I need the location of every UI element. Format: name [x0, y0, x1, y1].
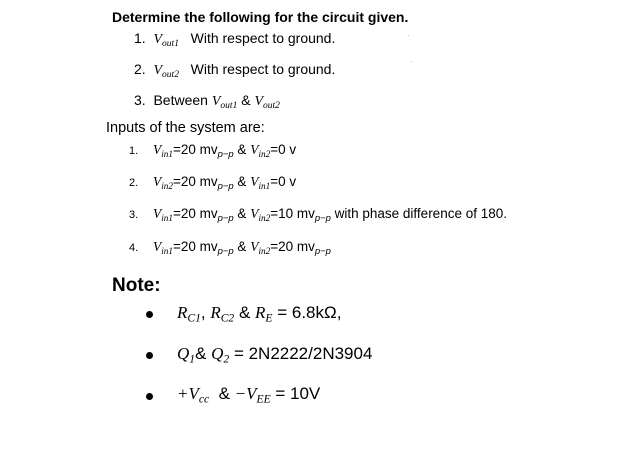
vin-symbol: $V_{in1}$ — [250, 174, 271, 191]
input-value: =20 $mv_{p-p}$ — [172, 239, 234, 258]
vout1-symbol: $V_{out1}$ — [153, 32, 179, 50]
input-number: 2. — [129, 177, 139, 189]
transistor-value: = 2N2222/2N3904 — [233, 344, 373, 363]
bullet-icon — [146, 311, 153, 318]
question-2 — [134, 61, 336, 81]
ampersand: & — [195, 344, 207, 363]
input-case-3 — [129, 207, 507, 223]
vin-symbol: $V_{in1}$ — [153, 239, 173, 256]
input-case-1 — [129, 143, 296, 159]
ampersand: & — [237, 206, 247, 221]
ampersand: & — [237, 239, 247, 254]
vout2-symbol: $V_{out2}$ — [153, 63, 179, 81]
vin-symbol: $V_{in2}$ — [153, 174, 173, 191]
note-heading: Note: — [112, 275, 161, 296]
input-value: =20 $mv_{p-p}$ — [270, 239, 331, 258]
input-value: =20 $mv_{p-p}$ — [172, 174, 234, 193]
note-resistors: $R_{C1}$, $R_{C2}$ & $R_E = 6.8k\Omega$, — [177, 303, 342, 325]
ampersand: & — [218, 384, 230, 403]
note-transistors — [177, 344, 373, 366]
vin-symbol: $V_{in1}$ — [153, 142, 173, 159]
note-supply — [177, 384, 321, 406]
input-number: 1. — [129, 145, 139, 157]
rc2-symbol: $R_{C2}$ — [210, 303, 235, 325]
input-value: =0 v — [270, 142, 297, 157]
input-case-4 — [129, 240, 331, 256]
vin-symbol: $V_{in2}$ — [250, 206, 271, 223]
input-value: =20 $mv_{p-p}$ — [172, 142, 234, 161]
q2-symbol: $Q_2$ — [211, 344, 230, 366]
input-value: =10 $mv_{p-p}$ — [270, 206, 331, 225]
rc1-symbol: $R_{C1}$ — [177, 303, 201, 325]
question-prefix: Between — [153, 92, 208, 108]
vin-symbol: $V_{in2}$ — [250, 142, 271, 159]
vout1-symbol: $V_{out1}$ — [211, 94, 238, 112]
input-case-2 — [129, 175, 296, 191]
re-symbol: $R_E$ — [255, 303, 273, 325]
bullet-icon — [146, 393, 153, 400]
ampersand: & — [237, 174, 247, 189]
question-text: With respect to ground. — [190, 30, 336, 46]
inputs-heading: Inputs of the system are: — [106, 120, 265, 136]
vin-symbol: $V_{in2}$ — [250, 239, 271, 256]
scan-speck — [408, 35, 409, 36]
scan-speck — [411, 61, 412, 62]
supply-value: = 10V — [275, 384, 321, 403]
input-number: 3. — [129, 209, 139, 221]
vout2-symbol: $V_{out2}$ — [254, 94, 280, 112]
ampersand: & — [237, 142, 247, 157]
question-number: 3. — [134, 92, 146, 108]
input-value: =20 $mv_{p-p}$ — [172, 206, 234, 225]
input-number: 4. — [129, 242, 139, 254]
question-number: 1. — [134, 30, 146, 46]
question-1 — [134, 30, 336, 50]
problem-title: Determine the following for the circuit given. — [112, 9, 409, 25]
ampersand: & — [241, 92, 251, 108]
question-3 — [134, 92, 280, 112]
ampersand: & — [238, 303, 251, 322]
vee-symbol: $-V_{EE}$ — [234, 384, 271, 406]
input-value: =0 v — [270, 174, 297, 189]
question-text: With respect to ground. — [190, 61, 336, 77]
q1-symbol: $Q_1$ — [177, 344, 196, 366]
input-note: with phase difference of 180. — [334, 206, 507, 221]
vin-symbol: $V_{in1}$ — [153, 206, 173, 223]
vcc-symbol: $+V_{cc}$ — [177, 384, 210, 406]
resistor-value: = 6.8kΩ, — [277, 303, 342, 322]
bullet-icon — [146, 352, 153, 359]
question-number: 2. — [134, 61, 146, 77]
